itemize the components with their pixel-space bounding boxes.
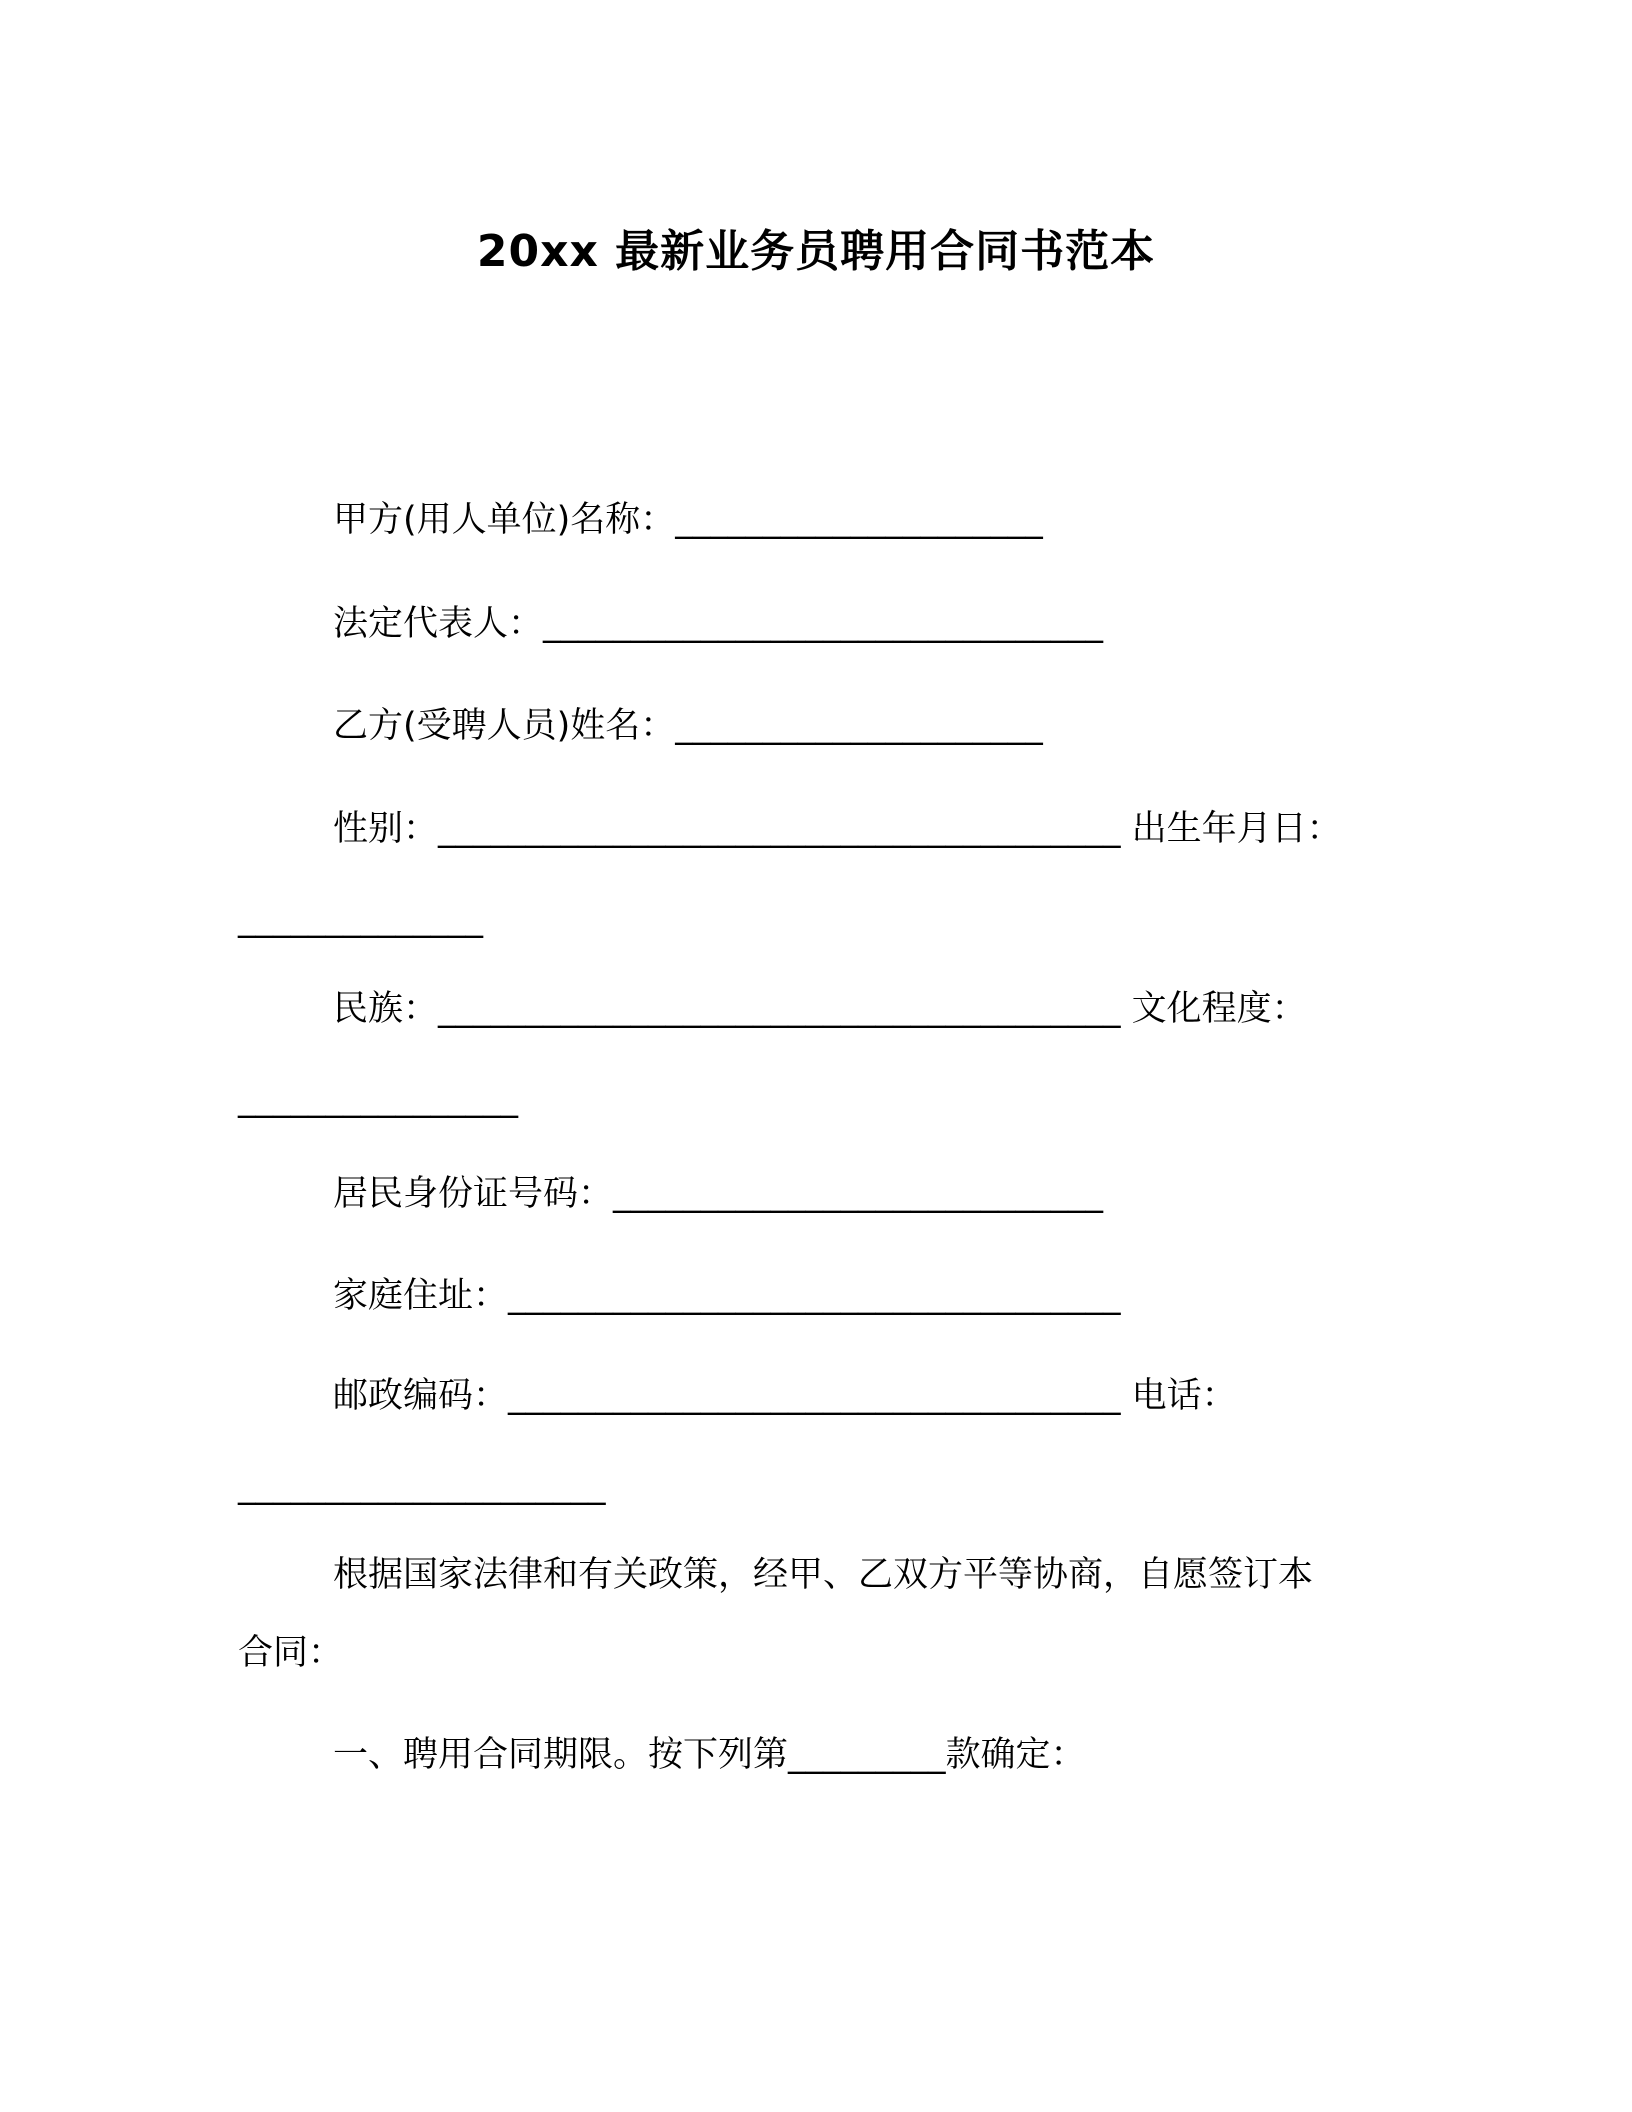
field-gender-birthdate: 性别：_______________________________________ 出生年月日： — [333, 809, 1342, 849]
field-education-blank: ________________ — [238, 1079, 518, 1119]
paragraph-line-2: 合同： — [238, 1633, 344, 1673]
clause-1: 一、聘用合同期限。按下列第_________款确定： — [333, 1735, 1086, 1775]
field-id-number: 居民身份证号码：____________________________ — [333, 1174, 1104, 1214]
field-postal-phone: 邮政编码：___________________________________ 电话： — [333, 1376, 1237, 1416]
field-birthdate-blank: ______________ — [238, 899, 483, 939]
field-legal-representative: 法定代表人：________________________________ — [333, 604, 1104, 644]
paragraph-line-1: 根据国家法律和有关政策，经甲、乙双方平等协商，自愿签订本 — [333, 1555, 1314, 1595]
document-title: 20xx 最新业务员聘用合同书范本 — [476, 226, 1156, 277]
field-employee-name: 乙方(受聘人员)姓名：_____________________ — [333, 706, 1043, 746]
field-ethnicity-education: 民族：_______________________________________ 文化程度： — [333, 989, 1307, 1029]
field-home-address: 家庭住址：___________________________________ — [333, 1276, 1121, 1316]
field-employer-name: 甲方(用人单位)名称：_____________________ — [333, 500, 1043, 540]
field-phone-blank: _____________________ — [238, 1466, 606, 1506]
